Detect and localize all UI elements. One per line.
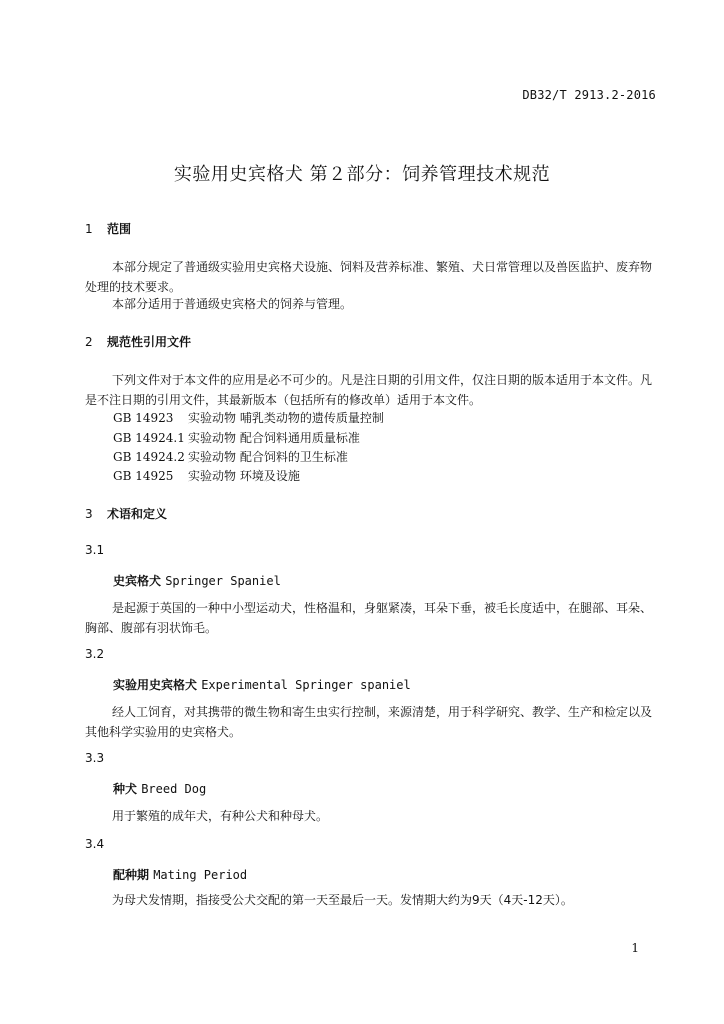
- section-3-heading: [85, 505, 167, 522]
- document-title: 实验用史宾格犬 第２部分：饲养管理技术规范: [173, 164, 551, 185]
- reference-code: GB 14924.1: [113, 431, 185, 445]
- term-heading: [113, 676, 411, 693]
- term-heading: [113, 572, 281, 589]
- reference-title: 实验动物 哺乳类动物的遗传质量控制: [188, 411, 384, 425]
- section-2-heading: [85, 333, 191, 350]
- reference-item: [113, 409, 384, 426]
- section-2-paragraph-1: 下列文件对于本文件的应用是必不可少的。凡是注日期的引用文件，仅注日期的版本适用于本文件。凡是不注日期的引用文件，其最新版本（包括所有的修改单）适用于本文件。: [85, 373, 653, 407]
- term-definition: 为母犬发情期，指接受公犬交配的第一天至最后一天。发情期大约为9天（4天-12天）。: [112, 893, 573, 907]
- term-english: Breed Dog: [141, 782, 207, 796]
- term-number: 3.2: [85, 647, 105, 661]
- reference-item: [113, 448, 348, 465]
- section-title: 规范性引用文件: [107, 335, 192, 349]
- section-number: 3: [85, 507, 93, 521]
- term-chinese: 实验用史宾格犬: [113, 678, 198, 692]
- term-english: Experimental Springer spaniel: [201, 678, 411, 692]
- section-number: 1: [85, 222, 93, 236]
- term-definition: 经人工饲育，对其携带的微生物和寄生虫实行控制，来源清楚，用于科学研究、教学、生产和检定以及其他科学实验用的史宾格犬。: [85, 705, 653, 739]
- page-number: 1: [631, 941, 639, 955]
- term-chinese: 史宾格犬: [113, 574, 162, 588]
- term-heading: [113, 780, 206, 797]
- reference-code: GB 14923: [113, 411, 174, 425]
- reference-item: [113, 467, 300, 484]
- term-english: Springer Spaniel: [165, 574, 281, 588]
- reference-code: GB 14925: [113, 469, 174, 483]
- term-number: 3.1: [85, 543, 105, 557]
- term-chinese: 配种期: [113, 868, 150, 882]
- term-definition: 是起源于英国的一种中小型运动犬，性格温和，身躯紧凑，耳朵下垂，被毛长度适中，在腿部、耳朵、胸部、腹部有羽状饰毛。: [85, 601, 653, 635]
- term-heading: [113, 866, 247, 883]
- reference-title: 实验动物 环境及设施: [188, 469, 300, 483]
- term-number: 3.3: [85, 751, 105, 765]
- term-chinese: 种犬: [113, 782, 138, 796]
- reference-item: [113, 429, 360, 446]
- reference-title: 实验动物 配合饲料通用质量标准: [188, 431, 360, 445]
- section-title: 范围: [107, 222, 132, 236]
- section-1-paragraph-1: 本部分规定了普通级实验用史宾格犬设施、饲料及营养标准、繁殖、犬日常管理以及兽医监护、废弃物处理的技术要求。: [85, 260, 653, 294]
- term-english: Mating Period: [153, 868, 248, 882]
- term-definition: 用于繁殖的成年犬，有种公犬和种母犬。: [112, 809, 329, 823]
- section-number: 2: [85, 335, 93, 349]
- section-1-paragraph-2: 本部分适用于普通级史宾格犬的饲养与管理。: [112, 297, 353, 311]
- reference-code: GB 14924.2: [113, 450, 185, 464]
- section-title: 术语和定义: [107, 507, 168, 521]
- document-number: DB32/T 2913.2-2016: [522, 88, 656, 102]
- reference-title: 实验动物 配合饲料的卫生标准: [188, 450, 348, 464]
- term-number: 3.4: [85, 837, 105, 851]
- section-1-heading: [85, 220, 131, 237]
